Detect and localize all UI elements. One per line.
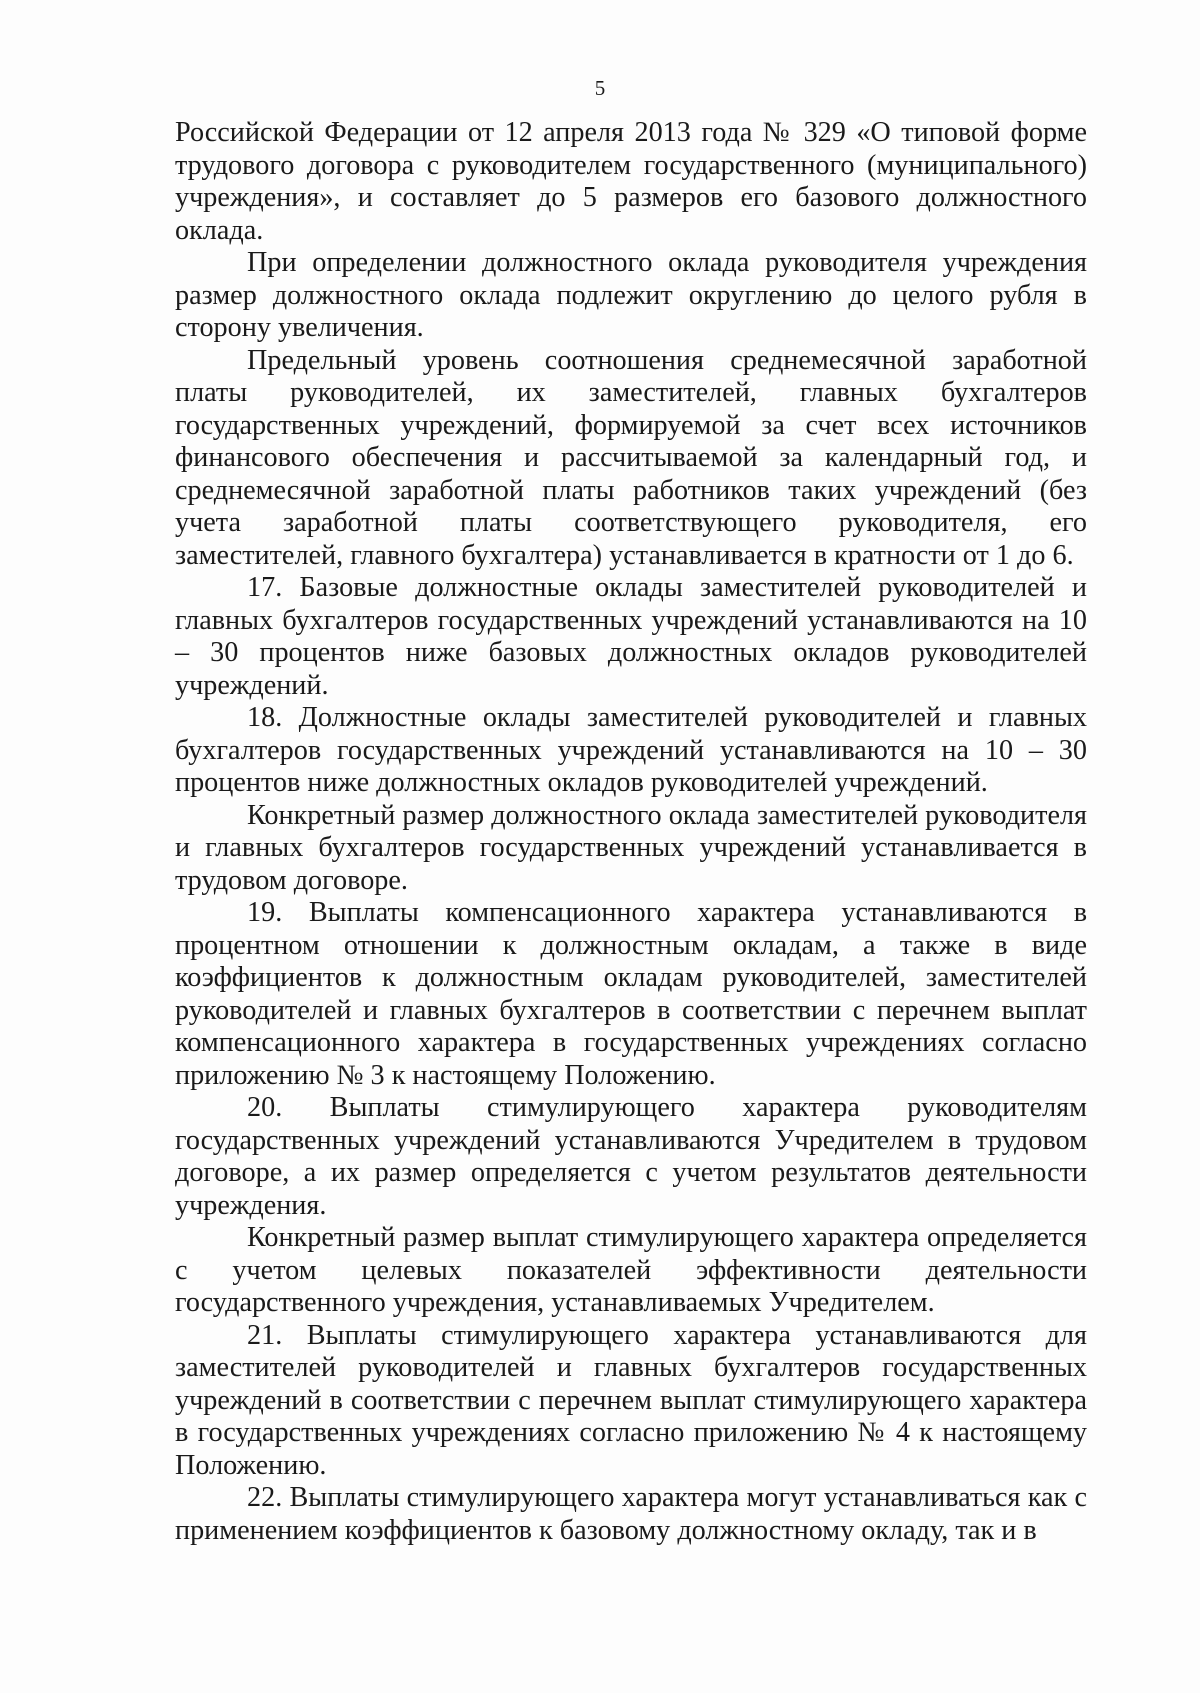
paragraph-1: Российской Федерации от 12 апреля 2013 года № 329 «О типовой форме трудового договора с руководителем государственного (муниципального) учреждения», и составляет до 5 размеров его базового должностного оклада. — [175, 117, 1087, 246]
paragraph-11-item-22: 22. Выплаты стимулирующего характера могут устанавливаться как с применением коэффициентов к базовому должностному окладу, так и в — [175, 1482, 1087, 1546]
paragraph-7-item-19: 19. Выплаты компенсационного характера устанавливаются в процентном отношении к должностным окладам, а также в виде коэффициентов к должностным окладам руководителей, заместителей руководителей и главных бухгалтеров в соответствии с перечнем выплат компенсационного характера в государственных учреждениях согласно приложению № 3 к настоящему Положению. — [175, 897, 1087, 1091]
paragraph-5-item-18: 18. Должностные оклады заместителей руководителей и главных бухгалтеров государственных учреждений устанавливаются на 10 – 30 процентов ниже должностных окладов руководителей учреждений. — [175, 702, 1087, 798]
paragraph-2: При определении должностного оклада руководителя учреждения размер должностного оклада подлежит округлению до целого рубля в сторону увеличения. — [175, 247, 1087, 343]
paragraph-3: Предельный уровень соотношения среднемесячной заработной платы руководителей, их заместителей, главных бухгалтеров государственных учреждений, формируемой за счет всех источников финансового обеспечения и рассчитываемой за календарный год, и среднемесячной заработной платы работников таких учреждений (без учета заработной платы соответствующего руководителя, его заместителей, главного бухгалтера) устанавливается в кратности от 1 до 6. — [175, 344, 1087, 571]
page-number: 5 — [594, 76, 606, 100]
paragraph-6: Конкретный размер должностного оклада заместителей руководителя и главных бухгалтеров государственных учреждений устанавливается в трудовом договоре. — [175, 799, 1087, 896]
paragraph-10-item-21: 21. Выплаты стимулирующего характера устанавливаются для заместителей руководителей и главных бухгалтеров государственных учреждений в соответствии с перечнем выплат стимулирующего характера в государственных учреждениях согласно приложению № 4 к настоящему Положению. — [175, 1319, 1087, 1481]
paragraph-8-item-20: 20. Выплаты стимулирующего характера руководителям государственных учреждений устанавливаются Учредителем в трудовом договоре, а их размер определяется с учетом результатов деятельности учреждения. — [175, 1092, 1087, 1221]
paragraph-9: Конкретный размер выплат стимулирующего характера определяется с учетом целевых показателей эффективности деятельности государственного учреждения, устанавливаемых Учредителем. — [175, 1222, 1087, 1318]
document-body — [175, 117, 1087, 1547]
paragraph-4-item-17: 17. Базовые должностные оклады заместителей руководителей и главных бухгалтеров государственных учреждений устанавливаются на 10 – 30 процентов ниже базовых должностных окладов руководителей учреждений. — [175, 572, 1087, 701]
